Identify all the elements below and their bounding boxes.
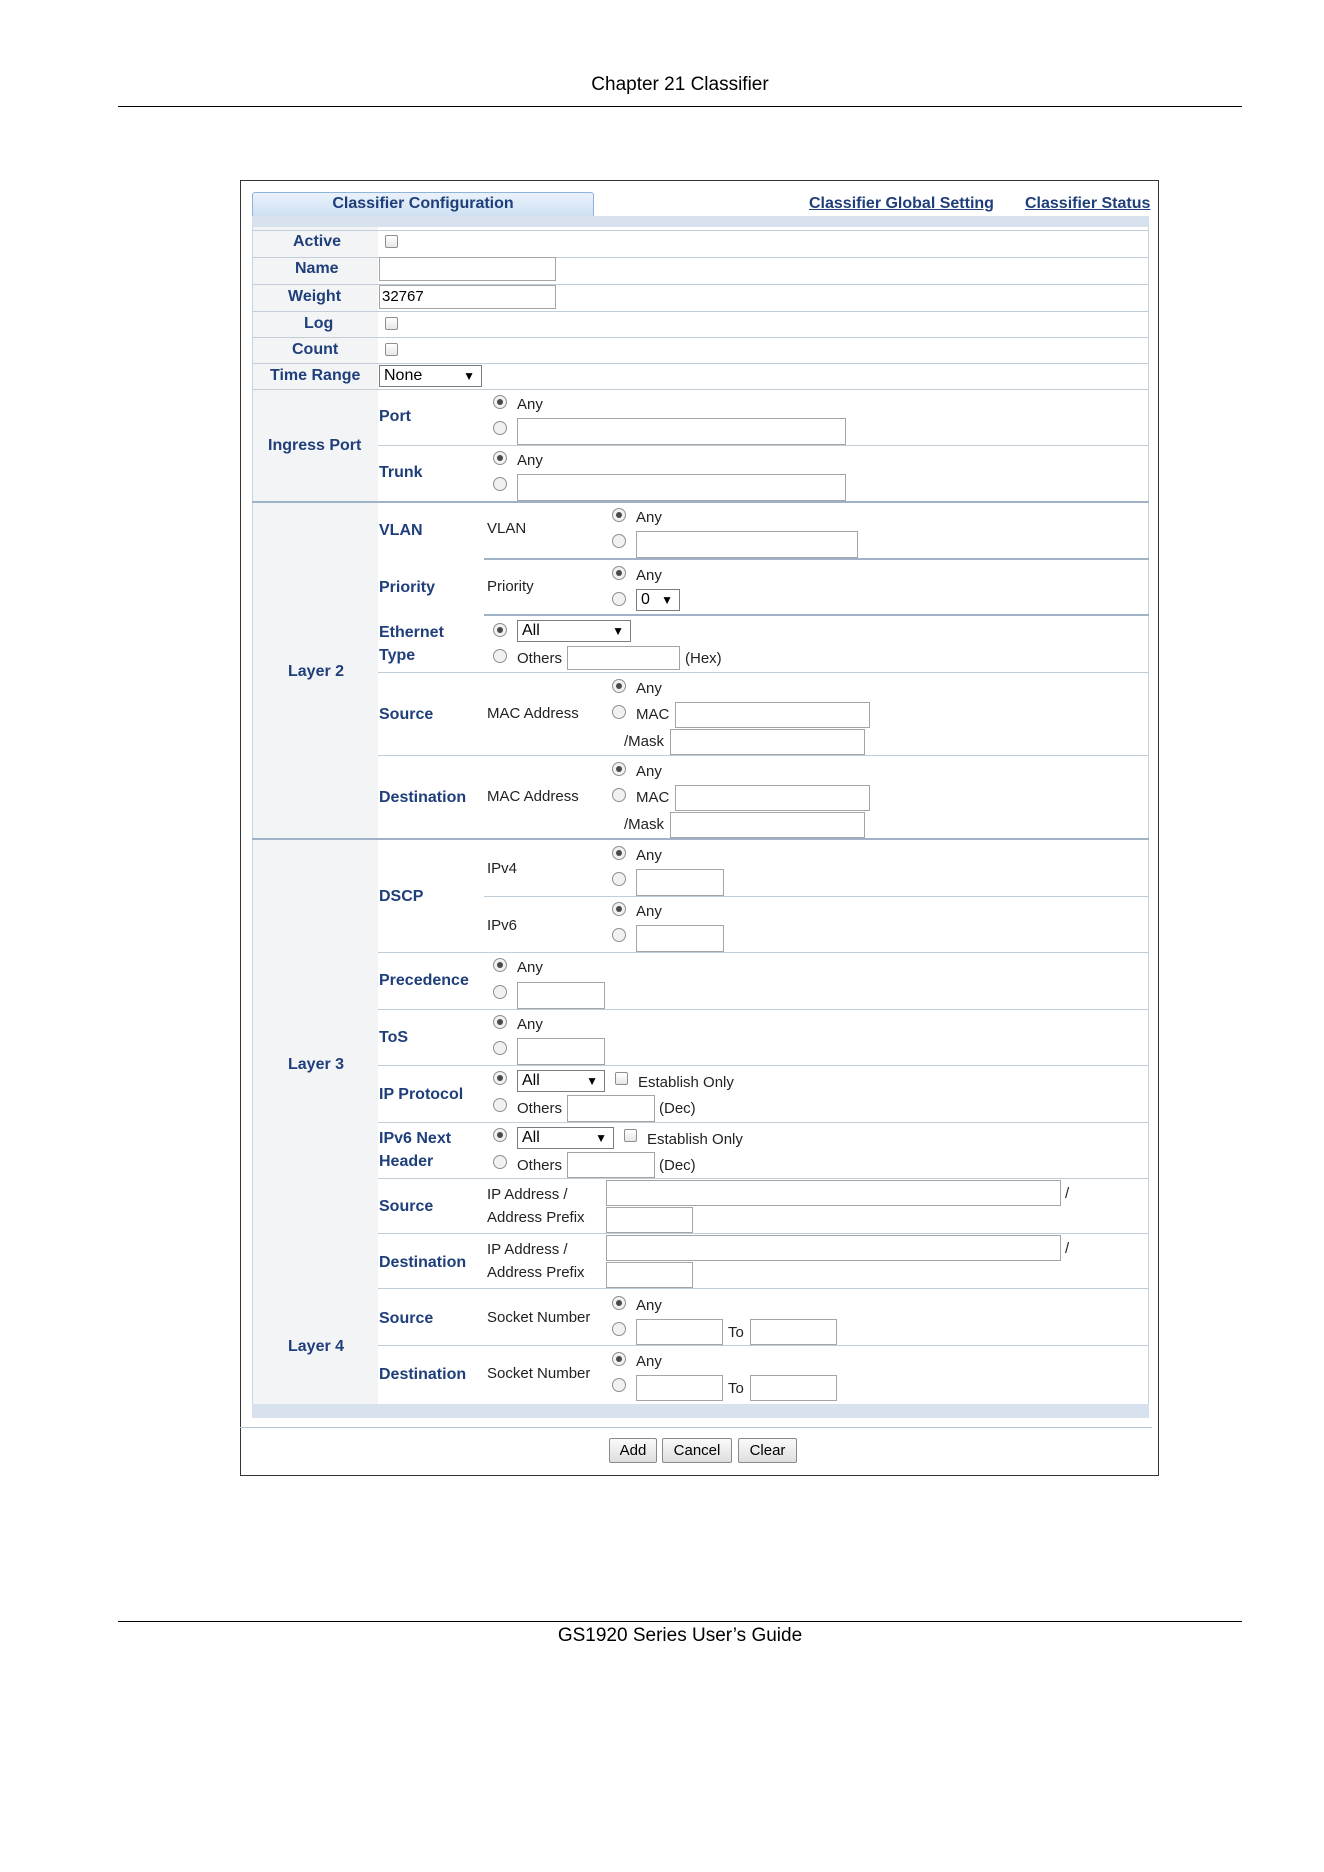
row-line	[252, 311, 1149, 312]
time-range-label: Time Range	[270, 367, 361, 384]
trunk-list-input[interactable]	[517, 474, 846, 501]
ipv6-next-header-dec-input[interactable]	[567, 1152, 655, 1178]
row-line	[378, 1009, 1149, 1010]
l3-source-label: Source	[379, 1198, 434, 1215]
src-socket-any-radio[interactable]	[612, 1296, 626, 1310]
dscp-ipv6-label: IPv6	[487, 917, 518, 934]
ip-protocol-value: All	[522, 1072, 540, 1089]
clear-button[interactable]: Clear	[738, 1438, 797, 1463]
button-separator	[240, 1427, 1152, 1428]
row-line	[378, 1065, 1149, 1066]
l2-destination-label: Destination	[379, 789, 467, 806]
hex-unit: (Hex)	[685, 650, 722, 667]
l4-source-socket-label: Socket Number	[487, 1309, 591, 1326]
precedence-input[interactable]	[517, 982, 605, 1009]
dropdown-arrow-icon: ▼	[586, 1074, 598, 1088]
row-line	[484, 614, 1149, 616]
document-footer: GS1920 Series User’s Guide	[557, 1625, 803, 1646]
dst-mac-radio[interactable]	[612, 788, 626, 802]
tos-any-radio[interactable]	[493, 1015, 507, 1029]
weight-input[interactable]: 32767	[379, 285, 556, 309]
src-mac-any-radio[interactable]	[612, 679, 626, 693]
footer-rule	[118, 1621, 1242, 1622]
port-list-input[interactable]	[517, 418, 846, 445]
ethernet-type-label-line1: Ethernet	[379, 624, 444, 641]
vlan-sub-label: VLAN	[487, 520, 527, 537]
row-line	[378, 445, 1149, 446]
dscp-ipv4-label: IPv4	[487, 860, 518, 877]
priority-value-radio[interactable]	[612, 592, 626, 606]
l2-source-label: Source	[379, 706, 434, 723]
dscp-ipv4-value-radio[interactable]	[612, 872, 626, 886]
priority-sub-label: Priority	[487, 578, 534, 595]
src-mask-label: /Mask	[624, 733, 665, 750]
port-any-label: Any	[517, 396, 543, 413]
add-button[interactable]: Add	[609, 1438, 657, 1463]
time-range-value: None	[384, 367, 423, 384]
precedence-any-radio[interactable]	[493, 958, 507, 972]
trunk-any-radio[interactable]	[493, 451, 507, 465]
row-line	[484, 896, 1149, 897]
trunk-list-radio[interactable]	[493, 477, 507, 491]
ipv6-next-header-value: All	[522, 1129, 540, 1146]
priority-label: Priority	[379, 579, 436, 596]
trunk-label: Trunk	[379, 464, 423, 481]
cancel-button[interactable]: Cancel	[662, 1438, 732, 1463]
src-socket-to-label: To	[728, 1324, 744, 1341]
ip-protocol-others-label: Others	[517, 1100, 563, 1117]
src-mask-input[interactable]	[670, 729, 865, 755]
priority-any-radio[interactable]	[612, 566, 626, 580]
layer-3-label: Layer 3	[288, 1056, 345, 1073]
l3-destination-prefix-input[interactable]	[606, 1262, 693, 1288]
l4-source-label: Source	[379, 1310, 434, 1327]
dscp-ipv6-input[interactable]	[636, 925, 724, 952]
src-mac-any-label: Any	[636, 680, 662, 697]
trunk-any-label: Any	[517, 452, 543, 469]
form-bottom-bar	[252, 1404, 1149, 1418]
ip-protocol-label: IP Protocol	[379, 1086, 464, 1103]
vlan-any-label: Any	[636, 509, 662, 526]
dscp-ipv6-value-radio[interactable]	[612, 928, 626, 942]
src-socket-any-label: Any	[636, 1297, 662, 1314]
l4-destination-socket-label: Socket Number	[487, 1365, 591, 1382]
tos-any-label: Any	[517, 1016, 543, 1033]
dscp-ipv4-any-radio[interactable]	[612, 846, 626, 860]
document-chapter-header: Chapter 21 Classifier	[591, 74, 769, 95]
name-input[interactable]	[379, 257, 556, 281]
dst-socket-to-label: To	[728, 1380, 744, 1397]
count-label: Count	[292, 341, 339, 358]
ipv6-next-header-establish-only-checkbox[interactable]	[624, 1129, 637, 1142]
ip-protocol-others-radio[interactable]	[493, 1098, 507, 1112]
layer-4-label: Layer 4	[288, 1338, 345, 1355]
dst-socket-any-radio[interactable]	[612, 1352, 626, 1366]
vlan-id-input[interactable]	[636, 531, 858, 558]
vlan-label: VLAN	[379, 522, 423, 539]
time-range-select[interactable]	[379, 365, 482, 387]
ethernet-type-value: All	[522, 622, 540, 639]
row-line	[378, 952, 1149, 953]
precedence-label: Precedence	[379, 972, 469, 989]
ipv6-next-header-label-line2: Header	[379, 1153, 434, 1170]
l3-source-prefix-input[interactable]	[606, 1207, 693, 1233]
log-label: Log	[304, 315, 334, 332]
l3-source-ip-label: IP Address /	[487, 1186, 568, 1203]
src-socket-range-radio[interactable]	[612, 1322, 626, 1336]
section-line	[252, 501, 1149, 503]
log-checkbox[interactable]	[385, 317, 398, 330]
priority-select[interactable]	[636, 589, 680, 611]
src-mac-radio[interactable]	[612, 705, 626, 719]
row-line	[378, 672, 1149, 673]
dropdown-arrow-icon: ▼	[595, 1131, 607, 1145]
dscp-ipv4-input[interactable]	[636, 869, 724, 896]
row-line	[252, 389, 1149, 390]
l3-source-slash: /	[1065, 1185, 1070, 1202]
vlan-any-radio[interactable]	[612, 508, 626, 522]
l2-source-mac-label: MAC Address	[487, 705, 579, 722]
src-mac-label: MAC	[636, 706, 670, 723]
tab-bar	[252, 216, 1149, 227]
l3-destination-ip-label: IP Address /	[487, 1241, 568, 1258]
row-line	[484, 558, 1149, 560]
dst-mac-any-label: Any	[636, 763, 662, 780]
ip-protocol-dec-input[interactable]	[567, 1095, 655, 1122]
l3-destination-prefix-label: Address Prefix	[487, 1264, 585, 1281]
tab-classifier-configuration[interactable]: Classifier Configuration	[252, 192, 594, 216]
dscp-ipv6-any-radio[interactable]	[612, 902, 626, 916]
tos-input[interactable]	[517, 1038, 605, 1065]
src-mac-input[interactable]	[675, 702, 870, 728]
ingress-port-label: Ingress Port	[268, 437, 362, 454]
dst-mac-label: MAC	[636, 789, 670, 806]
port-list-radio[interactable]	[493, 421, 507, 435]
l4-destination-label: Destination	[379, 1366, 467, 1383]
l2-destination-mac-label: MAC Address	[487, 788, 579, 805]
ip-protocol-establish-only-checkbox[interactable]	[615, 1072, 628, 1085]
ethernet-type-select[interactable]	[517, 620, 631, 642]
ip-protocol-select[interactable]	[517, 1070, 605, 1092]
ipv6-next-header-label-line1: IPv6 Next	[379, 1130, 452, 1147]
ipv6-next-header-select[interactable]	[517, 1127, 614, 1149]
dropdown-arrow-icon: ▼	[612, 624, 624, 638]
port-any-radio[interactable]	[493, 395, 507, 409]
dst-mask-input[interactable]	[670, 812, 865, 838]
ipv6-next-header-all-radio[interactable]	[493, 1128, 507, 1142]
dropdown-arrow-icon: ▼	[463, 369, 475, 383]
src-socket-from-input[interactable]	[636, 1319, 723, 1345]
active-label: Active	[293, 233, 342, 250]
ip-protocol-all-radio[interactable]	[493, 1071, 507, 1085]
ethernet-type-others-radio[interactable]	[493, 649, 507, 663]
header-rule	[118, 106, 1242, 107]
name-label: Name	[295, 260, 339, 277]
l3-source-prefix-label: Address Prefix	[487, 1209, 585, 1226]
count-checkbox[interactable]	[385, 343, 398, 356]
dst-mac-any-radio[interactable]	[612, 762, 626, 776]
link-classifier-status[interactable]: Classifier Status	[1025, 195, 1151, 212]
link-classifier-global-setting[interactable]: Classifier Global Setting	[809, 195, 994, 212]
l3-source-ip-input[interactable]	[606, 1180, 1061, 1206]
dscp-label: DSCP	[379, 888, 424, 905]
precedence-any-label: Any	[517, 959, 543, 976]
port-label: Port	[379, 408, 411, 425]
ipv6-next-header-others-label: Others	[517, 1157, 563, 1174]
layer-2-label: Layer 2	[288, 663, 345, 680]
row-line	[378, 1178, 1149, 1179]
ip-protocol-establish-only-label: Establish Only	[638, 1074, 734, 1091]
l3-destination-ip-input[interactable]	[606, 1235, 1061, 1261]
section-line	[252, 838, 1149, 840]
row-line	[378, 1288, 1149, 1289]
tos-value-radio[interactable]	[493, 1041, 507, 1055]
dscp-ipv6-any-label: Any	[636, 903, 662, 920]
row-line	[252, 363, 1149, 364]
ethernet-type-hex-input[interactable]	[567, 646, 680, 670]
weight-label: Weight	[288, 288, 342, 305]
dscp-ipv4-any-label: Any	[636, 847, 662, 864]
ethernet-type-all-radio[interactable]	[493, 623, 507, 637]
row-line	[378, 1233, 1149, 1234]
ipv6-next-header-dec-unit: (Dec)	[659, 1157, 696, 1174]
row-line	[378, 1122, 1149, 1123]
ipv6-next-header-establish-only-label: Establish Only	[647, 1131, 743, 1148]
dst-socket-from-input[interactable]	[636, 1375, 723, 1401]
dst-socket-to-input[interactable]	[750, 1375, 837, 1401]
row-line	[252, 337, 1149, 338]
ethernet-type-others-label: Others	[517, 650, 563, 667]
active-checkbox[interactable]	[385, 235, 398, 248]
row-line	[378, 755, 1149, 756]
dst-mac-input[interactable]	[675, 785, 870, 811]
dst-mask-label: /Mask	[624, 816, 665, 833]
priority-value: 0	[641, 591, 650, 608]
ip-protocol-dec-unit: (Dec)	[659, 1100, 696, 1117]
l3-destination-slash: /	[1065, 1240, 1070, 1257]
ipv6-next-header-others-radio[interactable]	[493, 1155, 507, 1169]
row-line	[252, 230, 1149, 231]
dropdown-arrow-icon: ▼	[661, 593, 673, 607]
dst-socket-range-radio[interactable]	[612, 1378, 626, 1392]
tos-label: ToS	[379, 1029, 409, 1046]
src-socket-to-input[interactable]	[750, 1319, 837, 1345]
precedence-value-radio[interactable]	[493, 985, 507, 999]
l3-destination-label: Destination	[379, 1254, 467, 1271]
priority-any-label: Any	[636, 567, 662, 584]
dst-socket-any-label: Any	[636, 1353, 662, 1370]
ethernet-type-label-line2: Type	[379, 647, 416, 664]
row-line	[378, 1345, 1149, 1346]
vlan-id-radio[interactable]	[612, 534, 626, 548]
